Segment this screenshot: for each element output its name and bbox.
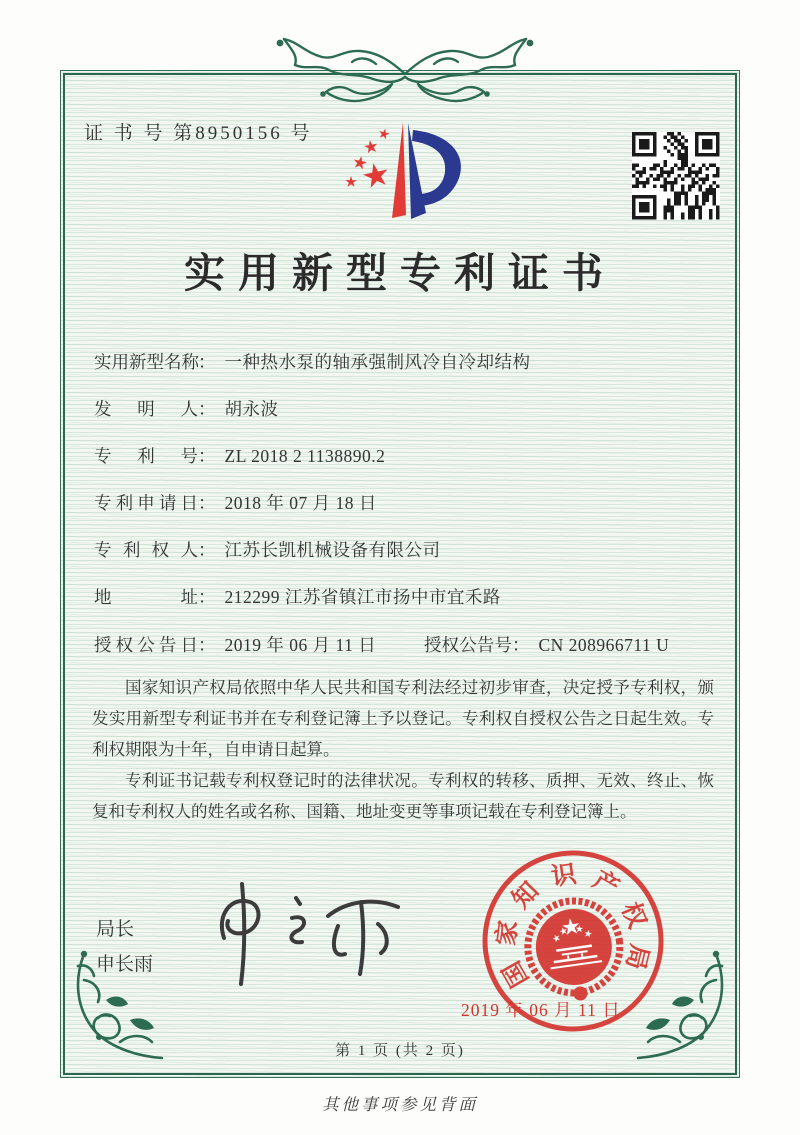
field-label: 专利号 <box>94 446 198 466</box>
back-side-note: 其他事项参见背面 <box>322 1095 478 1114</box>
field-patent-number: 专利号： ZL 2018 2 1138890.2 <box>94 443 385 468</box>
field-patentee: 专利权人： 江苏长凯机械设备有限公司 <box>94 537 441 562</box>
certificate-number: 证 书 号 第8950156 号 <box>84 123 313 144</box>
field-label: 实用新型名称 <box>94 352 199 372</box>
field-value: 2018 年 07 月 18 日 <box>224 493 377 513</box>
field-label: 专利权人 <box>94 540 198 560</box>
signer-name: 申长雨 <box>96 954 154 975</box>
field-value: 胡永波 <box>224 399 279 419</box>
legal-text <box>92 672 714 827</box>
field-label: 地址 <box>94 587 198 607</box>
field-value: 江苏长凯机械设备有限公司 <box>224 540 441 560</box>
svg-text:局: 局 <box>620 941 653 973</box>
field-value: ZL 2018 2 1138890.2 <box>224 446 386 466</box>
field-value: 212299 江苏省镇江市扬中市宜禾路 <box>224 587 501 607</box>
field-value: 2019 年 06 月 11 日 <box>224 635 377 655</box>
signer-block <box>96 912 153 982</box>
qr-code <box>632 132 720 220</box>
field-grant-number: 授权公告号： CN 208966711 U <box>424 632 669 657</box>
legal-paragraph-2: 专利证书记载专利权登记时的法律状况。专利权的转移、质押、无效、终止、恢复和专利权人的姓名或名称、国籍、地址变更等事项记载在专利登记簿上。 <box>92 771 714 821</box>
field-label: 专利申请日 <box>94 493 198 513</box>
svg-text:知: 知 <box>507 877 545 914</box>
svg-text:家: 家 <box>493 918 523 948</box>
svg-text:国: 国 <box>498 956 535 992</box>
field-application-date: 专利申请日： 2018 年 07 月 18 日 <box>94 490 377 515</box>
field-inventor: 发明人： 胡永波 <box>94 396 279 421</box>
logo-red-spike <box>392 122 406 218</box>
page-number: 第 1 页 (共 2 页) <box>335 1043 465 1059</box>
svg-text:产: 产 <box>588 866 624 903</box>
legal-paragraph-1: 国家知识产权局依照中华人民共和国专利法经过初步审查，决定授予专利权，颁发实用新型专利证书并在专利登记簿上予以登记。专利权自授权公告之日起生效。专利权期限为十年，自申请日起算。 <box>92 678 714 759</box>
field-label: 发明人 <box>94 399 198 419</box>
top-ornament-flourish <box>268 24 542 116</box>
director-signature <box>198 876 423 996</box>
signer-title: 局长 <box>96 919 135 940</box>
field-address: 地址： 212299 江苏省镇江市扬中市宜禾路 <box>94 584 501 609</box>
field-value: 一种热水泵的轴承强制风冷自冷却结构 <box>224 352 531 372</box>
logo-p-bowl <box>412 130 461 206</box>
svg-text:识: 识 <box>549 861 579 892</box>
svg-text:权: 权 <box>615 898 651 933</box>
field-label: 授权公告号 <box>424 635 512 655</box>
field-grant-date: 授权公告日： 2019 年 06 月 11 日 授权公告号： CN 208966711 U <box>94 632 376 657</box>
national-emblem <box>522 895 627 1007</box>
logo-stars <box>345 127 390 189</box>
cnipa-logo <box>333 116 479 236</box>
field-label: 授权公告日 <box>94 635 198 655</box>
field-value: CN 208966711 U <box>538 635 670 655</box>
seal-date: 2019 年 06 月 11 日 <box>461 1000 621 1020</box>
certificate-title: 实用新型专利证书 <box>184 250 616 296</box>
field-utility-model-name: 实用新型名称： 一种热水泵的轴承强制风冷自冷却结构 <box>94 349 531 374</box>
